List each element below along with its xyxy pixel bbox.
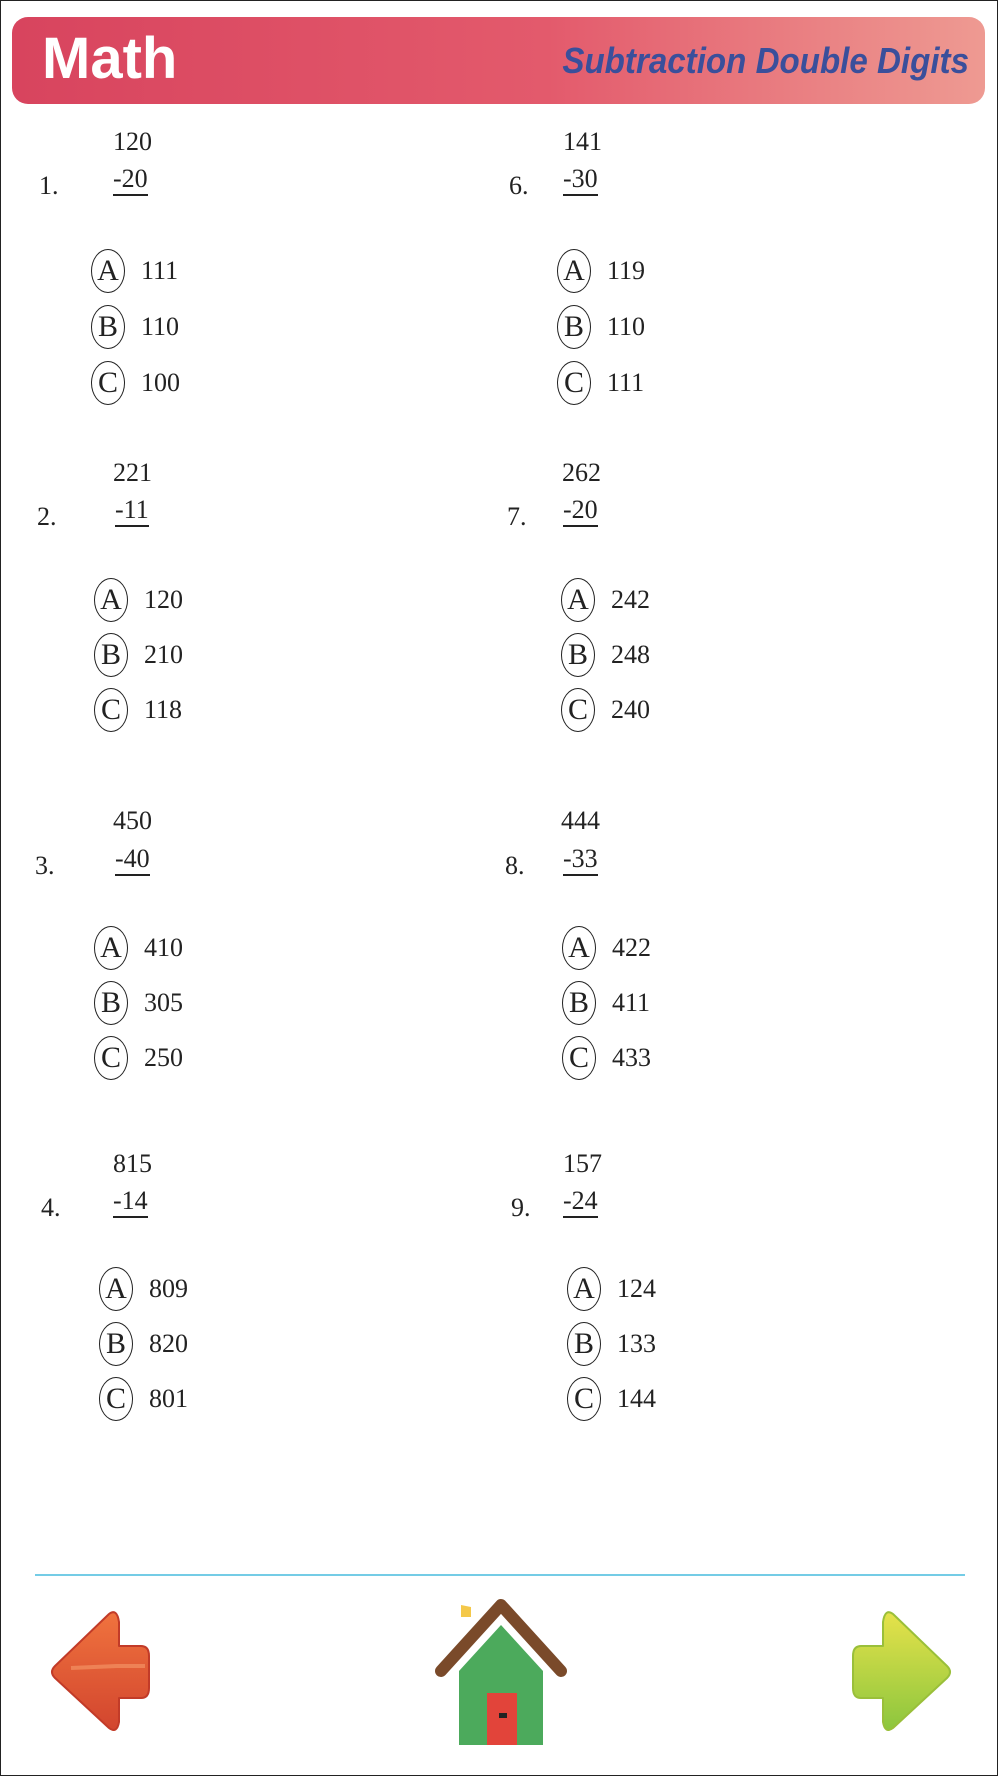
subtrahend: -33 [563, 844, 598, 876]
minuend: 444 [561, 806, 600, 835]
left-arrow-icon [47, 1608, 151, 1732]
home-button[interactable] [435, 1595, 567, 1751]
option-value: 411 [612, 988, 651, 1017]
option-value: 801 [149, 1384, 188, 1413]
option-letter-circle[interactable]: C [99, 1377, 133, 1421]
question-9 [511, 1149, 931, 1449]
subtrahend: -30 [563, 164, 598, 196]
question-number: 9. [511, 1193, 531, 1222]
page-subtitle: Subtraction Double Digits [562, 40, 969, 81]
option-letter-circle[interactable]: C [562, 1036, 596, 1080]
minuend: 157 [563, 1149, 602, 1178]
option-value: 100 [141, 368, 180, 397]
option-letter-circle[interactable]: A [94, 578, 128, 622]
option-letter-circle[interactable]: B [567, 1322, 601, 1366]
subtrahend: -20 [563, 495, 598, 527]
option-value: 422 [612, 933, 651, 962]
subtrahend: -14 [113, 1186, 148, 1218]
option-value: 133 [617, 1329, 656, 1358]
forward-button[interactable] [851, 1608, 955, 1732]
option-letter-circle[interactable]: A [94, 926, 128, 970]
option-value: 248 [611, 640, 650, 669]
option-letter-circle[interactable]: B [562, 981, 596, 1025]
option-value: 210 [144, 640, 183, 669]
option-letter-circle[interactable]: A [99, 1267, 133, 1311]
question-number: 1. [39, 171, 59, 200]
option-letter-circle[interactable]: B [91, 305, 125, 349]
option-value: 809 [149, 1274, 188, 1303]
option-letter-circle[interactable]: B [94, 633, 128, 677]
minuend: 815 [113, 1149, 152, 1178]
question-number: 8. [505, 851, 525, 880]
option-value: 410 [144, 933, 183, 962]
option-letter-circle[interactable]: A [561, 578, 595, 622]
subtrahend: -11 [115, 495, 149, 527]
option-value: 110 [141, 312, 180, 341]
option-letter-circle[interactable]: A [567, 1267, 601, 1311]
header-banner [12, 17, 985, 104]
subtrahend: -24 [563, 1186, 598, 1218]
question-4 [41, 1149, 461, 1449]
option-value: 242 [611, 585, 650, 614]
question-number: 6. [509, 171, 529, 200]
option-letter-circle[interactable]: A [557, 249, 591, 293]
option-letter-circle[interactable]: C [567, 1377, 601, 1421]
option-value: 118 [144, 695, 183, 724]
option-letter-circle[interactable]: A [91, 249, 125, 293]
minuend: 450 [113, 806, 152, 835]
question-number: 2. [37, 502, 57, 531]
option-value: 820 [149, 1329, 188, 1358]
minuend: 120 [113, 127, 152, 156]
question-3 [35, 806, 455, 1106]
right-arrow-icon [851, 1608, 955, 1732]
option-letter-circle[interactable]: C [91, 361, 125, 405]
option-value: 111 [141, 256, 179, 285]
footer-divider [35, 1574, 965, 1576]
option-letter-circle[interactable]: B [561, 633, 595, 677]
minuend: 141 [563, 127, 602, 156]
question-number: 4. [41, 1193, 61, 1222]
option-letter-circle[interactable]: B [557, 305, 591, 349]
minuend: 262 [562, 458, 601, 487]
question-8 [505, 806, 925, 1106]
subtrahend: -40 [115, 844, 150, 876]
option-value: 305 [144, 988, 183, 1017]
question-number: 7. [507, 502, 527, 531]
question-7 [507, 458, 927, 758]
option-value: 120 [144, 585, 183, 614]
option-value: 111 [607, 368, 645, 397]
question-1 [37, 127, 457, 427]
option-letter-circle[interactable]: C [557, 361, 591, 405]
option-letter-circle[interactable]: C [561, 688, 595, 732]
option-letter-circle[interactable]: A [562, 926, 596, 970]
option-value: 250 [144, 1043, 183, 1072]
subtrahend: -20 [113, 164, 148, 196]
option-letter-circle[interactable]: B [99, 1322, 133, 1366]
option-letter-circle[interactable]: C [94, 688, 128, 732]
question-number: 3. [35, 851, 55, 880]
option-value: 240 [611, 695, 650, 724]
option-value: 144 [617, 1384, 656, 1413]
page-title: Math [42, 26, 178, 91]
option-letter-circle[interactable]: B [94, 981, 128, 1025]
home-icon [435, 1595, 567, 1751]
option-letter-circle[interactable]: C [94, 1036, 128, 1080]
option-value: 433 [612, 1043, 651, 1072]
option-value: 119 [607, 256, 646, 285]
minuend: 221 [113, 458, 152, 487]
question-2 [37, 458, 457, 758]
option-value: 124 [617, 1274, 656, 1303]
back-button[interactable] [47, 1608, 151, 1732]
question-6 [509, 127, 929, 427]
option-value: 110 [607, 312, 646, 341]
